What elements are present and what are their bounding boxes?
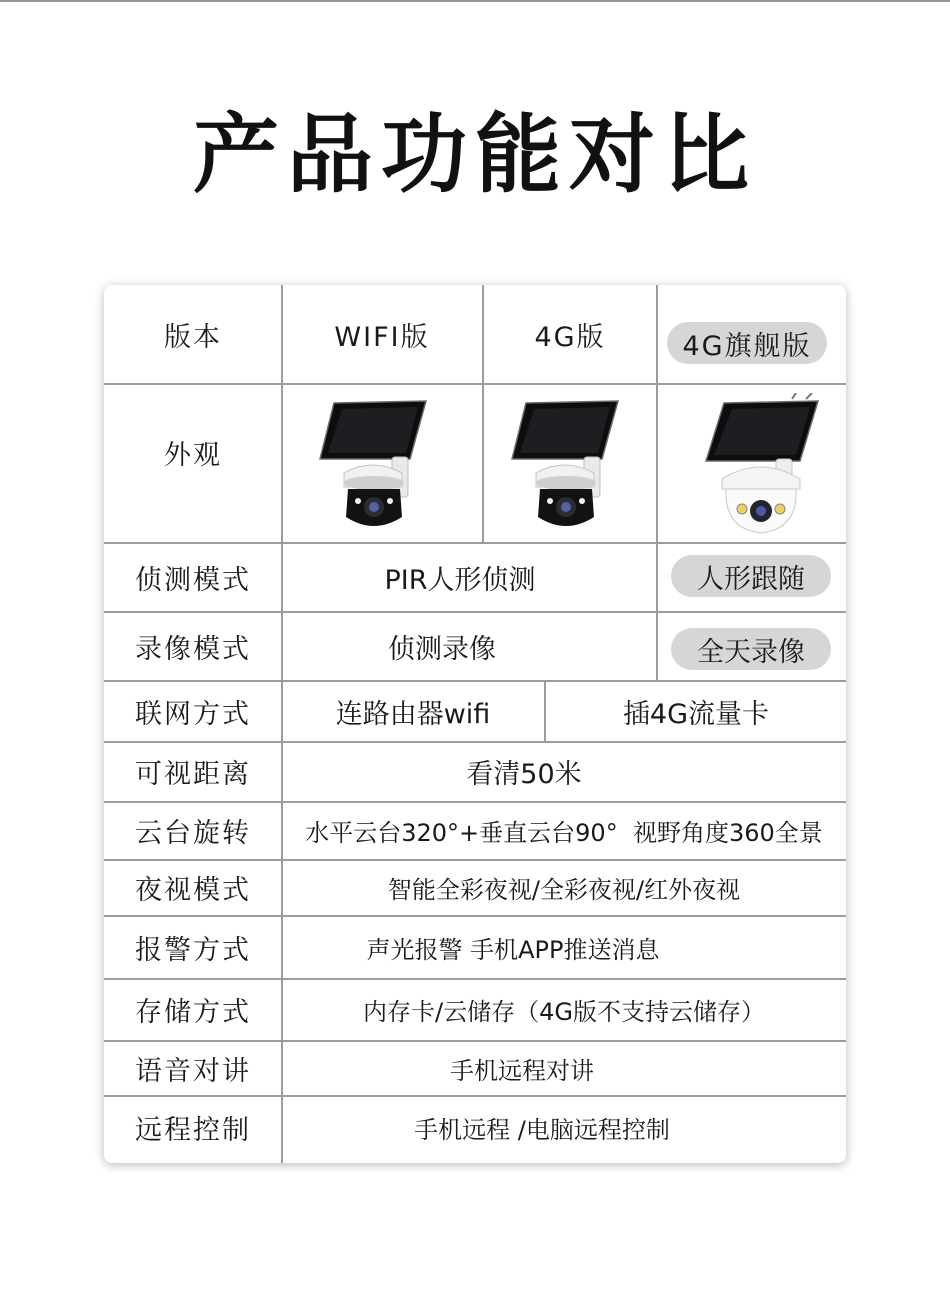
detect-mode-value: PIR人形侦测 (384, 564, 536, 596)
network-label: 联网方式 (135, 698, 251, 730)
night-vision-label: 夜视模式 (135, 875, 251, 906)
storage-label: 存储方式 (135, 997, 251, 1028)
alarm-mode-label: 报警方式 (135, 934, 251, 966)
solar-camera-4g-image (506, 395, 626, 539)
ptz-rotation-value: 水平云台320°+垂直云台90° 视野角度360全景 (305, 819, 823, 847)
version-4g-flagship-badge: 4G旗舰版 (667, 322, 827, 364)
detect-mode-label: 侦测模式 (135, 564, 251, 596)
view-range-value: 看清50米 (466, 759, 582, 790)
version-4g: 4G版 (534, 321, 606, 353)
network-wifi-value: 连路由器wifi (335, 698, 491, 730)
voice-intercom-value: 手机远程对讲 (450, 1056, 594, 1085)
detect-mode-flagship-badge: 人形跟随 (671, 555, 831, 597)
page-title: 产品功能对比 (193, 105, 757, 205)
comparison-table (104, 285, 846, 1163)
storage-value: 内存卡/云储存（4G版不支持云储存） (363, 998, 765, 1026)
solar-camera-wifi-image (314, 395, 434, 539)
header-version-label: 版本 (164, 321, 222, 353)
top-rule (0, 0, 950, 2)
alarm-mode-value: 声光报警 手机APP推送消息 (366, 935, 660, 964)
record-mode-value: 侦测录像 (388, 633, 496, 665)
record-mode-flagship-badge: 全天录像 (671, 628, 831, 670)
night-vision-value: 智能全彩夜视/全彩夜视/红外夜视 (387, 876, 741, 904)
view-range-label: 可视距离 (135, 759, 251, 790)
solar-camera-flagship-image (700, 393, 824, 539)
record-mode-label: 录像模式 (135, 633, 251, 665)
appearance-label: 外观 (164, 439, 222, 471)
remote-control-label: 远程控制 (135, 1114, 251, 1146)
remote-control-value: 手机远程 /电脑远程控制 (414, 1115, 670, 1144)
network-4g-value: 插4G流量卡 (622, 698, 770, 730)
version-wifi: WIFI版 (334, 321, 430, 353)
voice-intercom-label: 语音对讲 (135, 1055, 251, 1087)
ptz-rotation-label: 云台旋转 (135, 818, 251, 849)
column-divider (656, 285, 658, 680)
